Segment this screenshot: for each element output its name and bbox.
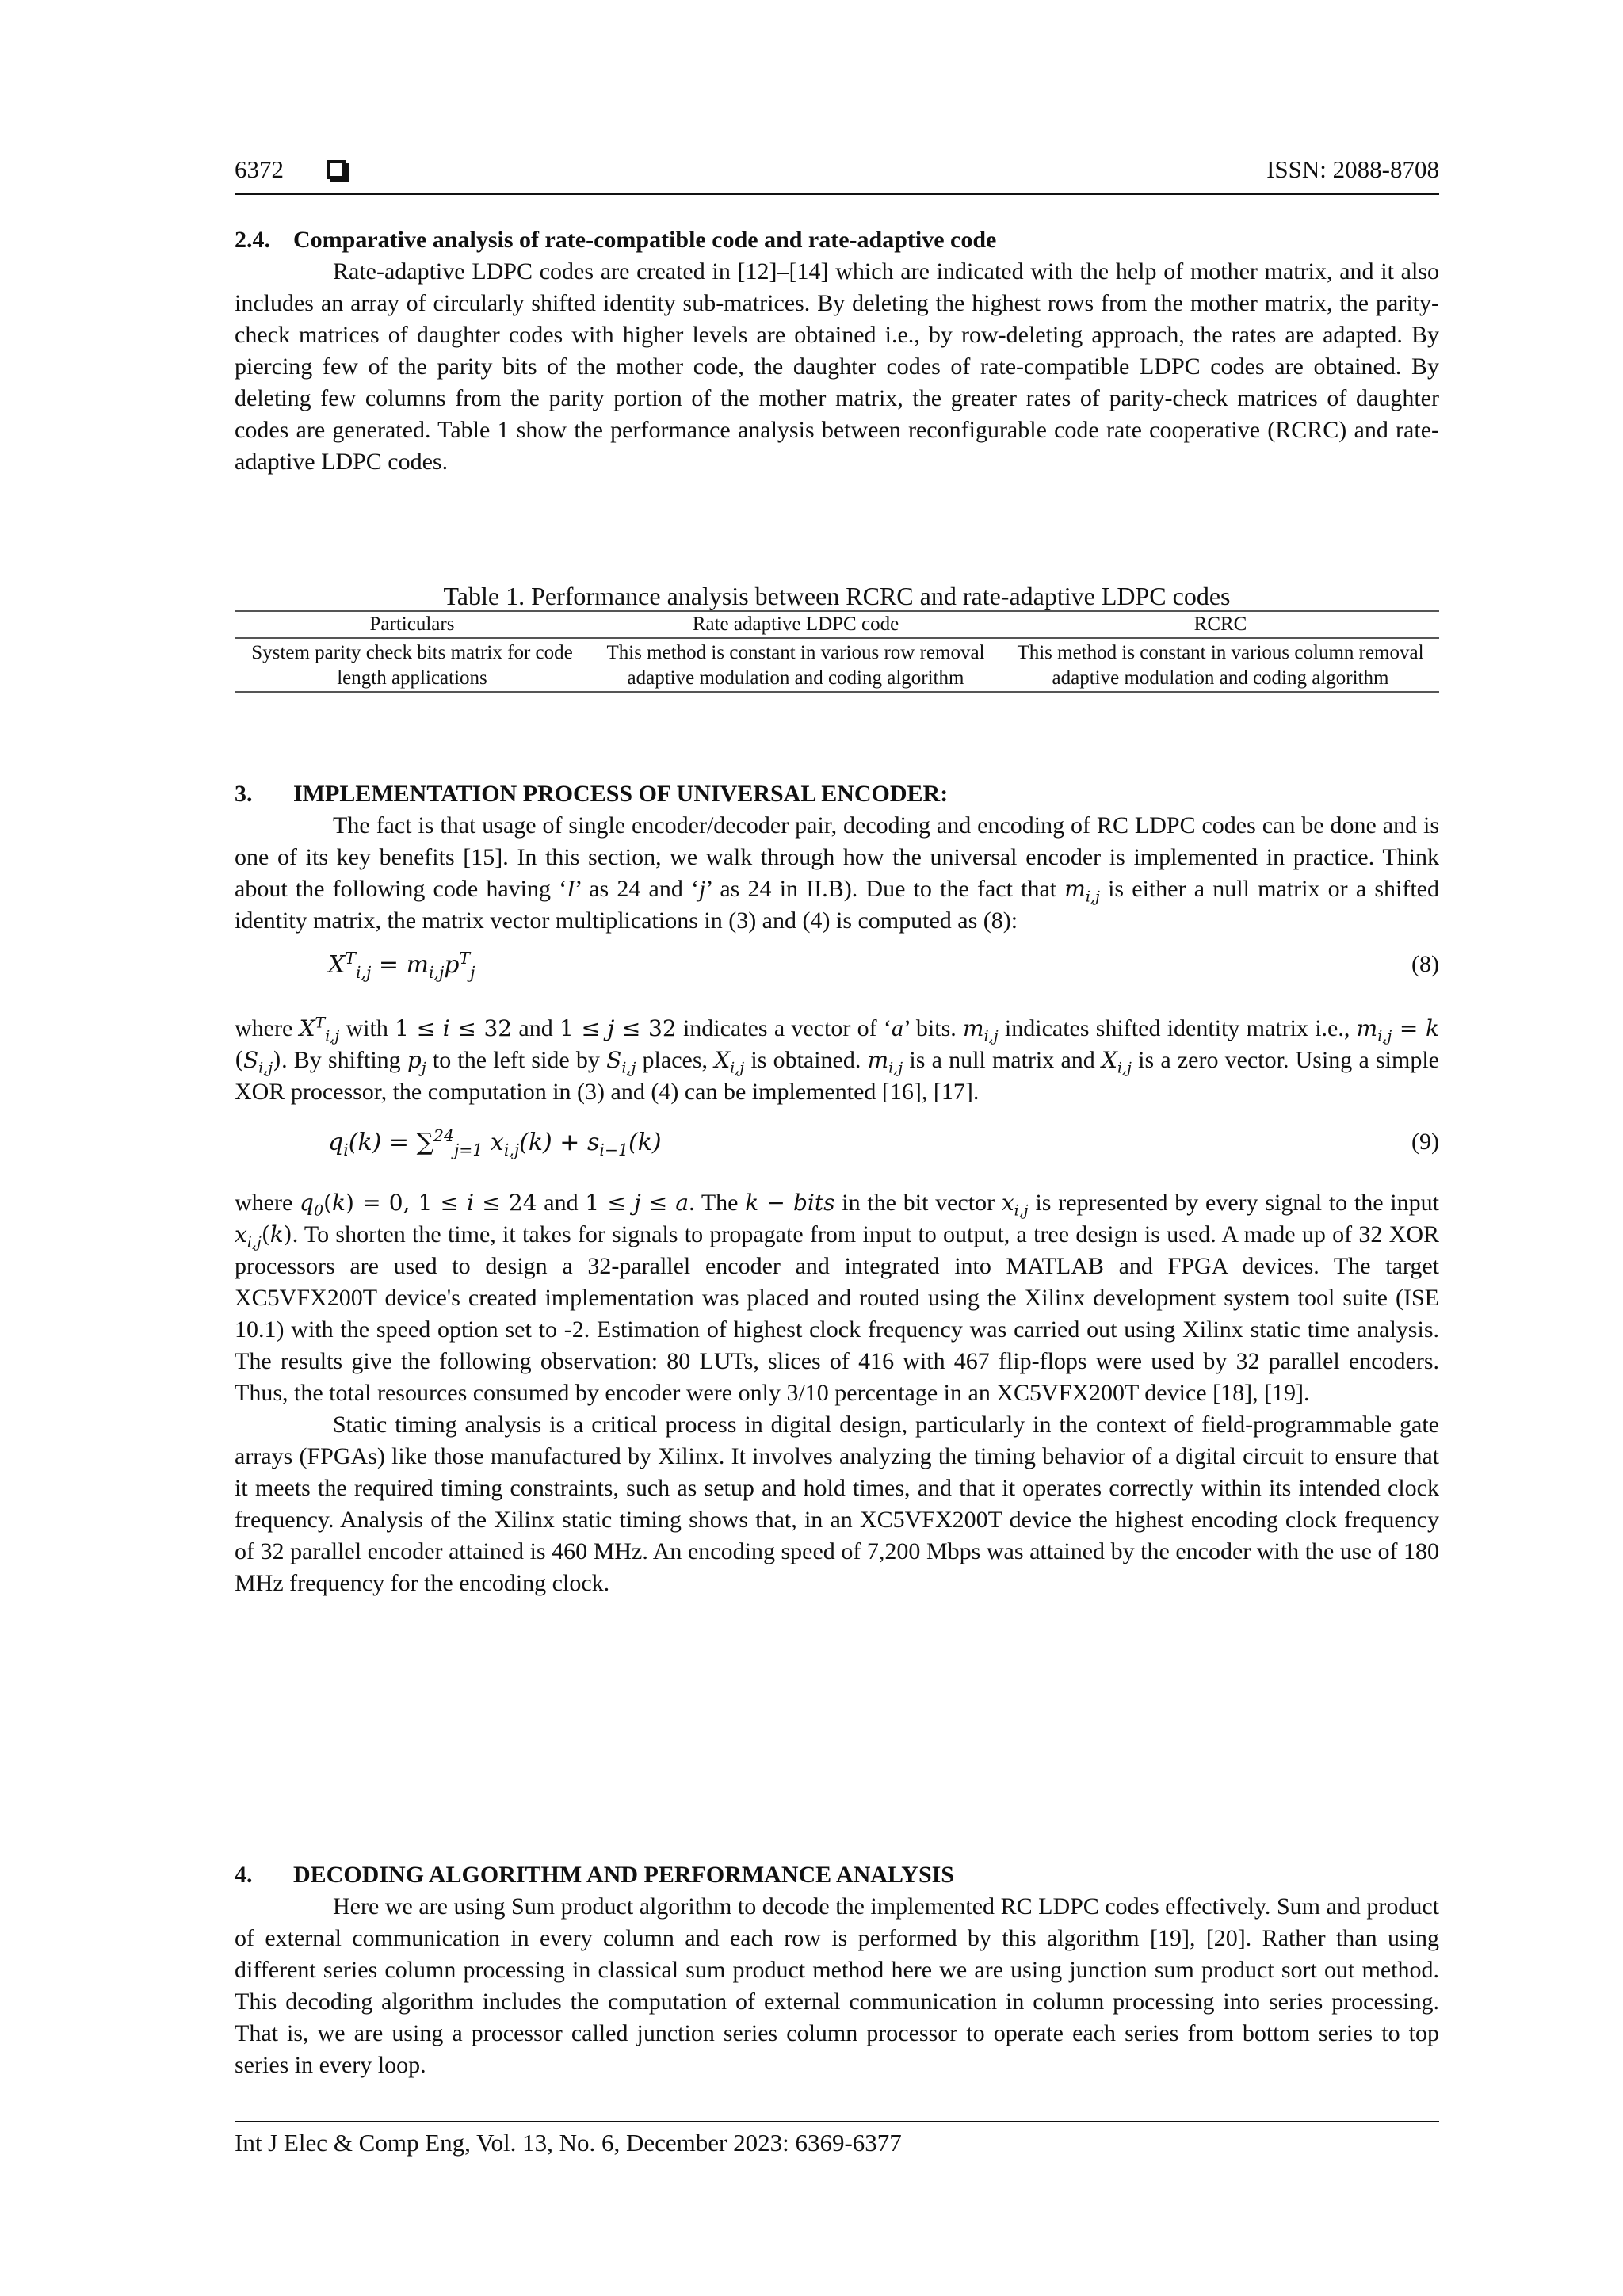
issn-label: ISSN: 2088-8708	[1266, 155, 1439, 183]
column-header: Particulars	[235, 611, 590, 638]
equation-8: $X^T_{i,j} = m_{i,j}p^T_j$ (8)	[328, 949, 1439, 982]
paragraph: where $q_0(k) = 0$, 1 ≤ i ≤ 24 and 1 ≤ j ≤ a. The k − bits in the bit vector $x_{i,j}$ is represented by every signal to the input $x_{i,j}(k)$. To shorten the time, it takes for signals to propagate from input to output, a tree design is used. A made up of 32 XOR processors are used to design a 32-parallel encoder and integrated into MATLAB and FPGA devices. The target XC5VFX200T device's created implementation was placed and routed using the Xilinx development system tool suite (ISE 10.1) with the speed option set to -2. Estimation of highest clock frequency was carried out using Xilinx static time analysis. The results give the following observation: 80 LUTs, slices of 416 with 467 flip-flops were used by 32 parallel encoders. Thus, the total resources consumed by encoder were only 3/10 percentage in an XC5VFX200T device [18], [19].	[235, 1190, 1439, 1406]
paragraph: Static timing analysis is a critical process in digital design, particularly in the context of field-programmable gate arrays (FPGAs) like those manufactured by Xilinx. It involves analyzing the timing behavior of a digital circuit to ensure that it meets the required timing constraints, such as setup and hold times, and that it operates correctly within its intended clock frequency. Analysis of the Xilinx static timing shows that, in an XC5VFX200T device the highest encoding clock frequency of 32 parallel encoder attained is 460 MHz. An encoding speed of 7,200 Mbps was attained by the encoder with the use of 180 MHz frequency for the encoding clock.	[235, 1412, 1439, 1596]
column-header: RCRC	[1002, 611, 1439, 638]
equation-number: (9)	[1411, 1129, 1439, 1155]
section-3	[235, 778, 1439, 1599]
table-cell: This method is constant in various row removal adaptive modulation and coding algorithm	[590, 638, 1002, 692]
paragraph: Here we are using Sum product algorithm to decode the implemented RC LDPC codes effectively. Sum and product of external communication in every column and each row is performed by this algorithm [19], [20]. Rather than using different series column processing in classical sum product method here we are using junction sum product sort out method. This decoding algorithm includes the computation of external communication in column processing into series processing. That is, we are using a processor called junction series column processor to operate each series from bottom series to top series in every loop.	[235, 1893, 1439, 2078]
table-header-row	[235, 611, 1439, 638]
column-header: Rate adaptive LDPC code	[590, 611, 1002, 638]
section-2-4	[235, 224, 1439, 478]
footer-rule	[235, 2121, 1439, 2122]
page-number: 6372	[235, 155, 284, 183]
paragraph: Rate-adaptive LDPC codes are created in [12]–[14] which are indicated with the help of mother matrix, and it also includes an array of circularly shifted identity sub-matrices. By deleting the highest rows from the mother matrix, the parity-check matrices of daughter codes with higher levels are obtained i.e., by row-deleting approach, the rates are adapted. By piercing few of the parity bits of the mother code, the daughter codes of rate-compatible LDPC codes are obtained. By deleting few columns from the parity portion of the mother matrix, the greater rates of parity-check matrices of daughter codes are generated. Table 1 show the performance analysis between reconfigurable code rate cooperative (RCRC) and rate-adaptive LDPC codes.	[235, 258, 1439, 475]
table-cell: This method is constant in various column removal adaptive modulation and coding algorithm	[1002, 638, 1439, 692]
header-rule	[235, 193, 1439, 195]
section-heading: 4. DECODING ALGORITHM AND PERFORMANCE ANALYSIS	[235, 1862, 954, 1888]
table-row	[235, 638, 1439, 692]
section-heading: 2.4. Comparative analysis of rate-compatible code and rate-adaptive code	[235, 227, 997, 253]
checkbox-icon	[327, 160, 346, 183]
equation-9: $q_i(k) = \sum^{24}_{j=1}$ $x_{i,j}(k) + s_{i-1}(k)$ (9)	[328, 1126, 1439, 1159]
footer-citation: Int J Elec & Comp Eng, Vol. 13, No. 6, December 2023: 6369-6377	[235, 2129, 902, 2157]
performance-table	[235, 610, 1439, 693]
section-4	[235, 1859, 1439, 2081]
table-1	[235, 582, 1439, 693]
table-cell: System parity check bits matrix for code length applications	[235, 638, 590, 692]
table-caption: Table 1. Performance analysis between RCRC and rate-adaptive LDPC codes	[443, 582, 1231, 610]
section-heading: 3. IMPLEMENTATION PROCESS OF UNIVERSAL ENCODER:	[235, 781, 949, 807]
equation-number: (8)	[1411, 951, 1439, 977]
paragraph: where $X^T_{i,j}$ with 1 ≤ i ≤ 32 and 1 ≤ j ≤ 32 indicates a vector of ‘a’ bits. $m_{i,j}$ indicates shifted identity matrix i.e., $m_{i,j} = k$ $(S_{i,j})$. By shifting $p_j$ to the left side by $S_{i,j}$ places, $X_{i,j}$ is obtained. $m_{i,j}$ is a null matrix and $X_{i,j}$ is a zero vector. Using a simple XOR processor, the computation in (3) and (4) can be implemented [16], [17].	[235, 1014, 1440, 1105]
paragraph: The fact is that usage of single encoder/decoder pair, decoding and encoding of RC LDPC codes can be done and is one of its key benefits [15]. In this section, we walk through how the universal encoder is implemented in practice. Think about the following code having ‘I’ as 24 and ‘j’ as 24 in II.B). Due to the fact that $m_{i,j}$ is either a null matrix or a shifted identity matrix, the matrix vector multiplications in (3) and (4) is computed as (8):	[235, 812, 1440, 934]
